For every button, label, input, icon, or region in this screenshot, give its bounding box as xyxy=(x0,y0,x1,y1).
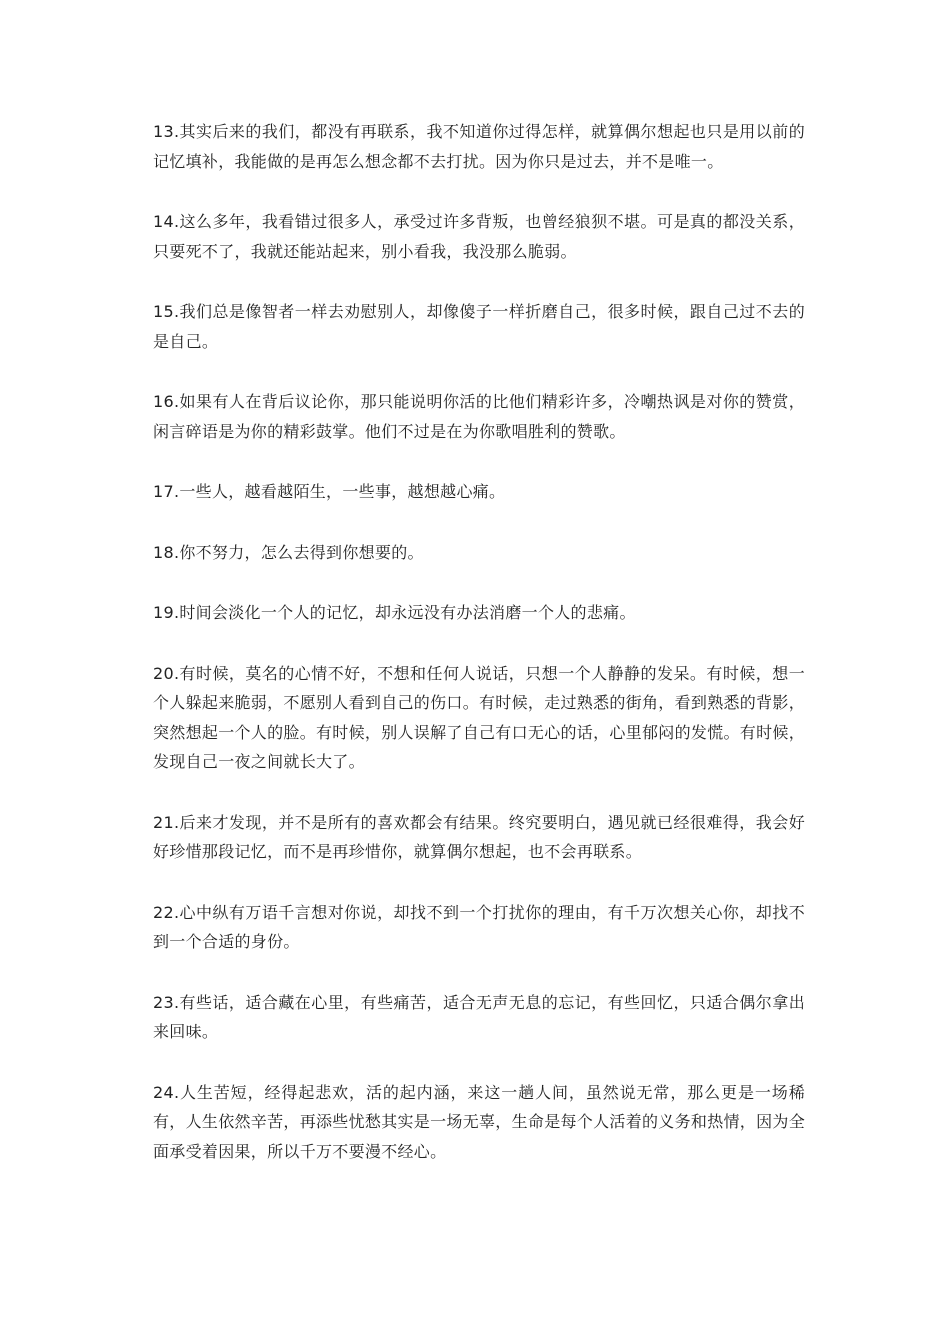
paragraph-23: 23.有些话，适合藏在心里，有些痛苦，适合无声无息的忘记，有些回忆，只适合偶尔拿出来回味。 xyxy=(153,992,805,1041)
paragraph-15: 15.我们总是像智者一样去劝慰别人，却像傻子一样折磨自己，很多时候，跟自己过不去的是自己。 xyxy=(153,302,805,351)
paragraph-22: 22.心中纵有万语千言想对你说，却找不到一个打扰你的理由，有千万次想关心你，却找不到一个合适的身份。 xyxy=(153,902,805,951)
paragraph-18: 18.你不努力，怎么去得到你想要的。 xyxy=(153,542,424,562)
paragraph-16: 16.如果有人在背后议论你，那只能说明你活的比他们精彩许多，冷嘲热讽是对你的赞赏，闲言碎语是为你的精彩鼓掌。他们不过是在为你歌唱胜利的赞歌。 xyxy=(153,392,805,441)
paragraph-19: 19.时间会淡化一个人的记忆，却永远没有办法消磨一个人的悲痛。 xyxy=(153,603,636,622)
paragraph-14: 14.这么多年，我看错过很多人，承受过许多背叛，也曾经狼狈不堪。可是真的都没关系，只要死不了，我就还能站起来，别小看我，我没那么脆弱。 xyxy=(153,212,805,261)
paragraph-13: 13.其实后来的我们，都没有再联系，我不知道你过得怎样，就算偶尔想起也只是用以前的记忆填补，我能做的是再怎么想念都不去打扰。因为你只是过去，并不是唯一。 xyxy=(153,122,805,171)
paragraph-24: 24.人生苦短，经得起悲欢，活的起内涵，来这一趟人间，虽然说无常，那么更是一场稀有，人生依然辛苦，再添些忧愁其实是一场无辜，生命是每个人活着的义务和热情，因为全面承受着因果，所以千万不要漫不经心。 xyxy=(153,1082,806,1161)
paragraph-21: 21.后来才发现，并不是所有的喜欢都会有结果。终究要明白，遇见就已经很难得，我会好好珍惜那段记忆，而不是再珍惜你，就算偶尔想起，也不会再联系。 xyxy=(153,812,805,861)
document-body xyxy=(153,117,805,1197)
paragraph-20: 20.有时候，莫名的心情不好，不想和任何人说话，只想一个人静静的发呆。有时候，想一个人躲起来脆弱，不愿别人看到自己的伤口。有时候，走过熟悉的街角，看到熟悉的背影，突然想起一个人的脸。有时候，别人误解了自己有口无心的话，心里郁闷的发慌。有时候，发现自己一夜之间就长大了。 xyxy=(153,663,806,771)
paragraph-17: 17.一些人，越看越陌生，一些事，越想越心痛。 xyxy=(153,482,506,501)
